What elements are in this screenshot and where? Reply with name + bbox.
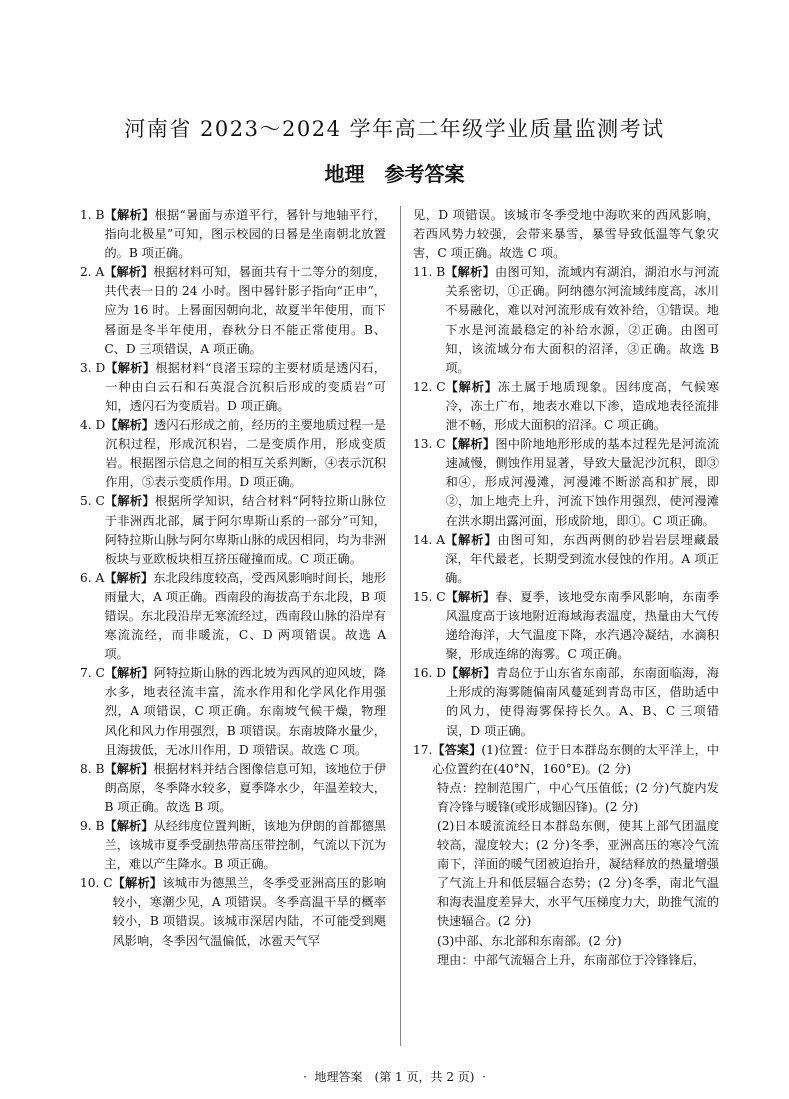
answer-tag: 【解析】 — [445, 437, 496, 452]
answer-number: 8. B — [80, 761, 105, 776]
answer-number: 17. — [413, 742, 433, 757]
answer-tag: 【答案】 — [432, 742, 482, 757]
answer-paragraph: (2)日本暖流流经日本群岛东侧，使其上部气团温度较高，湿度较大；(2 分)冬季，亚洲高压的寒冷气流南下，洋面的暖气团被迫抬升，凝结释放的热量增强了气流上升和低层辐合态势；(2 分)冬季，南北气温和海表温度差异大，水平气压梯度力大，助推气流的快速辐合。(2 分) — [437, 819, 719, 929]
answer-text: 由图可知，流域内有湖泊，湖泊水与河流关系密切，①正确。阿纳德尔河流域纬度高，冰川不易融化，难以对河流形成有效补给，①错误。地下水是河流最稳定的补给水源，②正确。由图可知，该流域分布大面积的沼泽，③正确。故选 B 项。 — [445, 265, 720, 375]
answer-body — [445, 531, 719, 588]
answer-text: 根据“暑面与赤道平行，晷针与地轴平行，指向北极星”可知，图示校园的日晷是坐南朝北放置的。B 项正确。 — [104, 208, 387, 261]
answer-tag: 【解析】 — [104, 265, 154, 280]
answer-tag: 【解析】 — [104, 208, 155, 222]
answer-item — [80, 206, 386, 263]
answer-item — [80, 359, 386, 416]
answer-text: 图中阶地地形形成的基本过程先是河流流速减慢，侧蚀作用显著，导致大量泥沙沉积，即③和④，形成河漫滩，河漫滩不断淤高和扩展，即②，加上地壳上升，河流下蚀作用强烈，使河漫滩在洪水期出露河面，形成阶地，即①。C 项正确。 — [445, 437, 720, 528]
answer-body — [104, 206, 386, 263]
answer-number: 10. C — [80, 876, 113, 891]
answer-tag: 【解析】 — [104, 666, 154, 681]
answer-number: 12. C — [413, 379, 446, 394]
answer-item — [80, 416, 386, 492]
answer-text: 春、夏季，该地受东南季风影响，东南季风温度高于该地附近海域海表温度，热量由大气传递给海洋，大气温度下降，水汽遇冷凝结，水滴积聚，形成连绵的海雾。C 项正确。 — [445, 589, 720, 662]
answer-tag: 【解析】 — [104, 494, 155, 509]
answer-text: 该城市为德黑兰，冬季受亚洲高压的影响较小，寒潮少见，A 项错误。冬季高温干旱的概率较小，B 项错误。该城市深居内陆，不可能受到飓风影响，冬季因气温偏低，冰雹天气罕 — [112, 876, 387, 948]
answer-item — [413, 263, 719, 378]
answer-number: 6. A — [80, 570, 105, 585]
answer-body — [113, 874, 386, 950]
page-footer: · 地理答案 (第 1 页，共 2 页) · — [303, 1070, 486, 1084]
answer-body — [105, 416, 386, 492]
answer-text: 冻土属于地质现象。因纬度高，气候寒冷，冻土广布，地表水难以下渗，造成地表径流排泄不畅，形成大面积的沼泽。C 项正确。 — [445, 379, 720, 433]
answer-number: 9. B — [80, 819, 105, 833]
answer-tag: 【解析】 — [105, 418, 155, 433]
answer-item — [80, 492, 386, 568]
answer-body — [413, 206, 719, 263]
answer-item — [80, 263, 386, 358]
answer-body — [104, 263, 386, 358]
left-column — [80, 206, 386, 951]
answer-paragraph: (3)中部、东北部和东南部。(2 分) — [437, 933, 622, 948]
answer-item — [413, 588, 719, 664]
answer-body — [446, 664, 719, 740]
answer-paragraph: 特点：控制范围广，中心气压值低；(2 分)气旋内发育冷锋与暖锋(或形成锢囚锋)。(2 分) — [437, 780, 719, 814]
answer-text: 阿特拉斯山脉的西北坡为西风的迎风坡，降水多，地表径流丰富，流水作用和化学风化作用强烈，A 项错误，C 项正确。东南坡气候干燥，物理风化和风力作用强烈，B 项错误。东南坡降水量少，且海拔低，无冰川作用，D 项错误。故选 C 项。 — [104, 666, 386, 757]
answer-body — [105, 664, 386, 759]
answer-text: 见，D 项错误。该城市冬季受地中海吹来的西风影响，若西风势力较强，会带来暴雪，暴雪导致低温等气象灾害，C 项正确。故选 C 项。 — [413, 208, 719, 261]
answer-body — [105, 359, 386, 416]
answer-body — [104, 760, 386, 817]
answer-text: 东北段纬度较高，受西风影响时间长，地形雨量大，A 项正确。西南段的海拔高于东北段，B 项错误。东北段沿岸无寒流经过，西南段山脉的沿岸有寒流流经，而非暖流，C、D 两项错误。故选 A 项。 — [104, 570, 386, 662]
answer-paragraph: 理由：中部气流辐合上升，东南部位于冷锋锋后， — [437, 952, 706, 967]
answer-text: 根据所学知识，结合材料“阿特拉斯山脉位于非洲西北部，属于阿尔卑斯山系的一部分”可知，阿特拉斯山脉与阿尔卑斯山脉的成因相同，均为非洲板块与亚欧板块相互挤压碰撞而成。C 项正确。 — [104, 494, 387, 566]
answer-text: 透闪石形成之前，经历的主要地质过程一是沉积过程，形成沉积岩，二是变质作用，形成变质岩。根据图示信息之间的相互关系判断，④表示沉积作用，⑤表示变质作用。D 项正确。 — [105, 418, 387, 490]
answer-body — [432, 741, 719, 779]
answer-body — [446, 588, 719, 664]
answer-text: 从经纬度位置判断，该地为伊朗的首都德黑兰，该城市夏季受副热带高压带控制，气流以下沉为主，难以产生降水。B 项正确。 — [104, 819, 387, 872]
answer-item-17 — [413, 741, 719, 779]
answer-number: 4. D — [80, 418, 106, 433]
answer-body — [105, 492, 386, 568]
answer-item — [80, 664, 386, 759]
answer-text: 根据材料可知，晷面共有十二等分的刻度，共代表一日的 24 小时。图中晷针影子指向“正申”，应为 16 时。上晷面因朝向北，故夏半年使用，而下晷面是冬半年使用，春秋分日不能正常使用。B、C、D 三项错误，A 项正确。 — [104, 265, 386, 356]
answer-tag: 【解析】 — [104, 570, 154, 585]
answer-body — [445, 263, 719, 378]
answer-item — [413, 206, 719, 263]
right-column — [413, 206, 719, 970]
answer-body — [446, 435, 719, 530]
answer-tag: 【解析】 — [104, 819, 154, 833]
answer-text: (1)位置：位于日本群岛东侧的太平洋上，中心位置约在(40°N，160°E)。(2 分) — [432, 742, 720, 776]
answer-body — [104, 817, 386, 874]
answer-17-paragraphs — [413, 779, 719, 970]
answer-item — [413, 378, 719, 435]
answer-number: 2. A — [80, 265, 105, 280]
subject-subtitle: 地理 参考答案 — [324, 162, 465, 186]
answer-body — [104, 569, 386, 664]
answer-item — [80, 569, 386, 664]
answer-tag: 【解析】 — [105, 360, 156, 375]
answer-text: 根据材料“良渚玉琮的主要材质是透闪石，一种由白云石和石英混合沉积后形成的变质岩”可知，透闪石为变质岩。D 项正确。 — [105, 360, 386, 413]
answer-item — [80, 760, 386, 817]
answer-item — [413, 664, 719, 740]
answer-tag: 【解析】 — [445, 589, 496, 604]
answer-tag: 【解析】 — [445, 379, 498, 394]
answer-body — [446, 378, 719, 435]
answer-number: 1. B — [80, 208, 105, 222]
right-answer-list — [413, 206, 719, 741]
answer-text: 青岛位于山东省东南部，东南面临海，海上形成的海雾随偏南风蔓延到青岛市区，借助适中的风力，使得海雾保持长久。A、B、C 三项错误，D 项正确。 — [446, 666, 720, 738]
answer-number: 3. D — [80, 360, 106, 375]
answer-item — [80, 874, 386, 950]
answer-item — [80, 817, 386, 874]
answer-tag: 【解析】 — [112, 876, 163, 891]
answer-tag: 【解析】 — [446, 666, 496, 681]
answer-number: 11. B — [413, 265, 446, 280]
answer-tag: 【解析】 — [445, 265, 496, 280]
answer-number: 13. C — [413, 437, 446, 452]
answer-number: 7. C — [80, 666, 105, 681]
answer-number: 5. C — [80, 494, 105, 509]
answer-number: 16. D — [413, 666, 447, 681]
answer-tag: 【解析】 — [104, 761, 154, 776]
answer-tag: 【解析】 — [445, 532, 498, 547]
answer-number: 14. A — [413, 532, 446, 547]
answer-text: 根据材料并结合图像信息可知，该地位于伊朗高原，冬季降水较多，夏季降水少，年温差较大，B 项正确。故选 B 项。 — [104, 761, 387, 814]
answer-item — [413, 435, 719, 530]
answer-text: 由图可知，东西两侧的砂岩岩层埋藏最深，年代最老，长期受到流水侵蚀的作用。A 项正确。 — [445, 532, 720, 585]
answer-item — [413, 531, 719, 588]
exam-title: 河南省 2023～2024 学年高二年级学业质量监测考试 — [124, 117, 665, 141]
column-divider — [400, 206, 401, 1046]
answer-number: 15. C — [413, 589, 446, 604]
